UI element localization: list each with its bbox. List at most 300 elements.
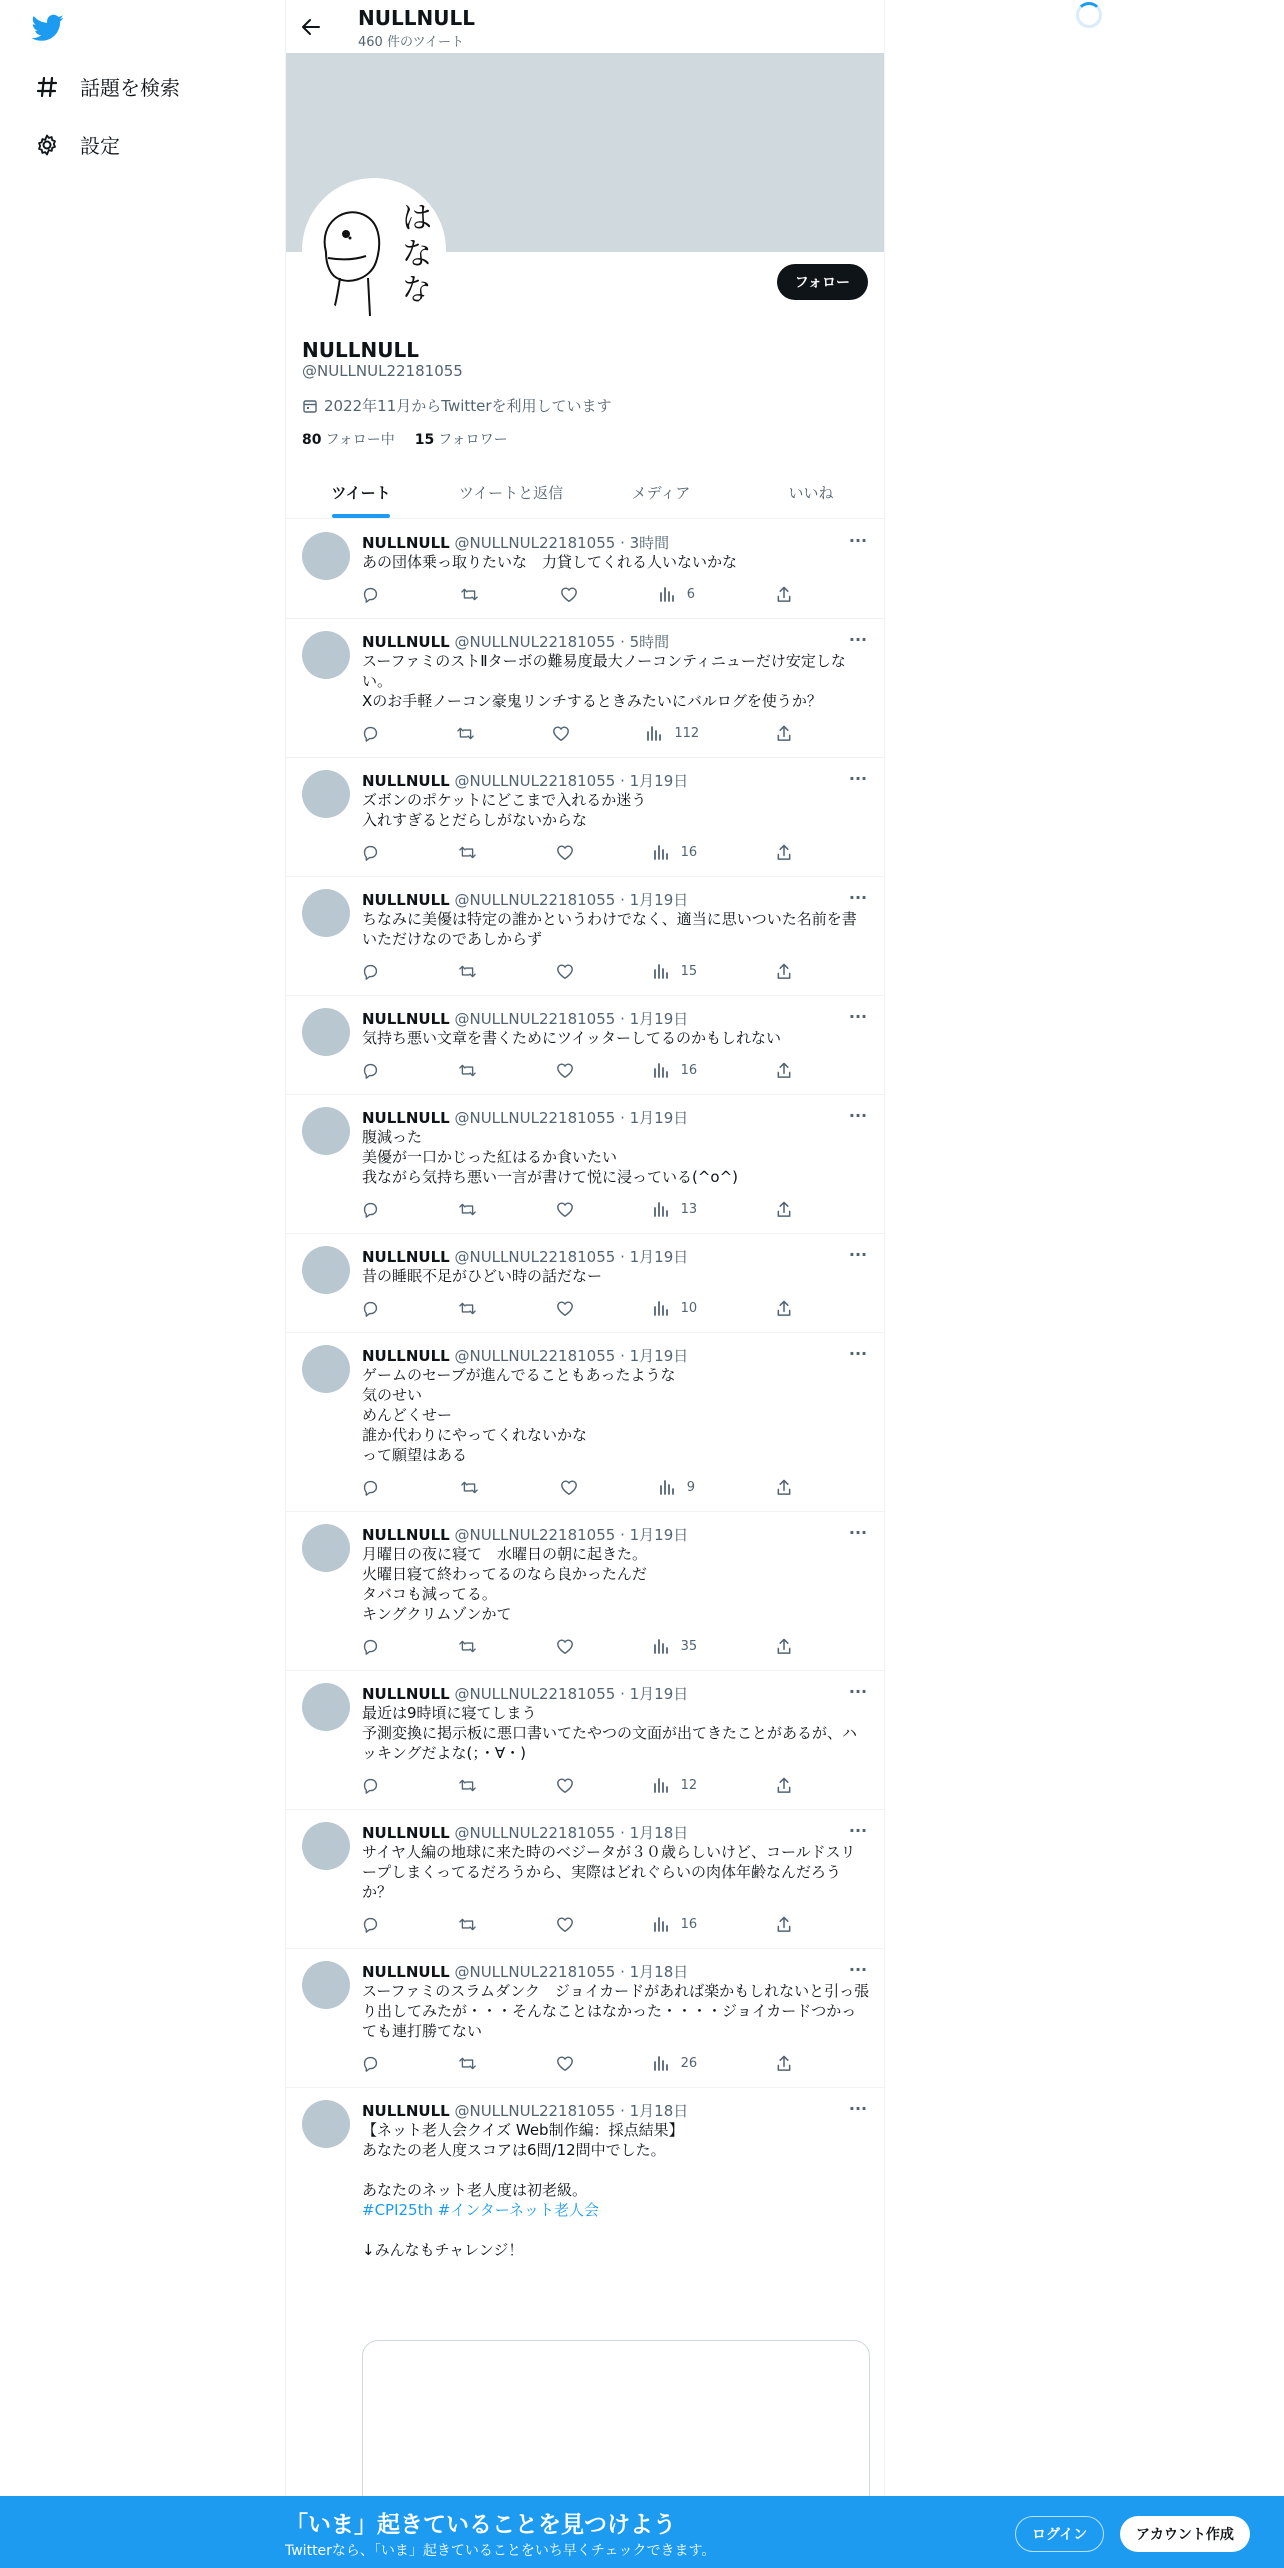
reply-button[interactable]: [362, 1916, 379, 1933]
like-button[interactable]: [556, 1638, 574, 1655]
tweet-header: [362, 532, 669, 553]
views-count: 16: [680, 844, 698, 860]
retweet-icon: [460, 1479, 479, 1496]
tweet-time[interactable]: 1月19日: [629, 1109, 689, 1127]
retweet-button[interactable]: [458, 1201, 477, 1218]
share-button[interactable]: [776, 844, 792, 861]
share-icon: [776, 1916, 792, 1933]
tweet[interactable]: [286, 1949, 885, 2088]
share-button[interactable]: [776, 1201, 792, 1218]
tweet-separator: ·: [615, 1963, 630, 1981]
retweet-button[interactable]: [460, 586, 479, 603]
share-button[interactable]: [776, 1638, 792, 1655]
tweet-author-handle[interactable]: @NULLNUL22181055: [454, 1685, 616, 1703]
tweet-actions: [362, 1060, 792, 1080]
signup-button[interactable]: アカウント作成: [1120, 2516, 1250, 2552]
views-button[interactable]: [653, 1916, 698, 1932]
views-button[interactable]: [653, 2055, 698, 2071]
tweet-text-after: ↓みんなもチャレンジ！: [362, 2241, 524, 2259]
retweet-button[interactable]: [460, 1479, 479, 1496]
profile-joined: [302, 395, 612, 416]
back-arrow-icon[interactable]: [296, 12, 326, 42]
tweet[interactable]: [286, 1333, 885, 1512]
following-count: 80: [302, 432, 322, 448]
tweet-author-name[interactable]: NULLNULL: [362, 1685, 450, 1703]
follow-button[interactable]: フォロー: [777, 264, 868, 300]
tweet-author-name[interactable]: NULLNULL: [362, 1963, 450, 1981]
profile-handle: @NULLNUL22181055: [302, 362, 463, 380]
tweet[interactable]: [286, 520, 885, 619]
reply-button[interactable]: [362, 1638, 379, 1655]
reply-button[interactable]: [362, 1201, 379, 1218]
tweet-avatar[interactable]: [302, 1524, 350, 1572]
profile-avatar[interactable]: [302, 178, 446, 322]
tweet-text: あの団体乗っ取りたいな 力貸してくれる人いないかな: [362, 553, 738, 571]
heart-icon: [556, 1916, 574, 1933]
bar-chart-icon: [653, 1201, 669, 1217]
tab-tweets[interactable]: ツイート: [286, 466, 436, 518]
retweet-button[interactable]: [458, 1777, 477, 1794]
like-button[interactable]: [556, 1201, 574, 1218]
more-options-icon[interactable]: ···: [848, 1959, 868, 1979]
tweet-avatar[interactable]: [302, 1345, 350, 1393]
like-button[interactable]: [556, 2055, 574, 2072]
tweet-separator: ·: [615, 891, 630, 909]
tweet-separator: ·: [615, 633, 630, 651]
heart-icon: [560, 586, 578, 603]
share-button[interactable]: [776, 963, 792, 980]
like-button[interactable]: [560, 586, 578, 603]
retweet-icon: [458, 963, 477, 980]
tweet-avatar[interactable]: [302, 1246, 350, 1294]
share-button[interactable]: [776, 1777, 792, 1794]
more-options-icon[interactable]: ···: [848, 1820, 868, 1840]
share-button[interactable]: [776, 1916, 792, 1933]
tweet-author-name[interactable]: NULLNULL: [362, 633, 450, 651]
tweet-separator: ·: [615, 772, 630, 790]
share-icon: [776, 963, 792, 980]
tweet-separator: ·: [615, 1526, 630, 1544]
bar-chart-icon: [659, 1479, 675, 1495]
joined-text: 2022年11月からTwitterを利用しています: [324, 397, 612, 415]
sidebar-item-label: 話題を検索: [80, 76, 180, 100]
views-button[interactable]: [653, 963, 698, 979]
like-button[interactable]: [556, 963, 574, 980]
tweet-author-handle[interactable]: @NULLNUL22181055: [454, 633, 616, 651]
sidebar-item-explore[interactable]: [34, 72, 180, 101]
share-icon: [776, 586, 792, 603]
tweet-time[interactable]: 1月19日: [629, 1347, 689, 1365]
more-options-icon[interactable]: ···: [848, 1681, 868, 1701]
header-tweet-count: 460 件のツイート: [358, 35, 465, 50]
share-icon: [776, 844, 792, 861]
tweet-actions: [362, 723, 792, 743]
tweet-avatar[interactable]: [302, 1961, 350, 2009]
heart-icon: [556, 1062, 574, 1079]
calendar-icon: [302, 398, 318, 414]
tweet-separator: ·: [615, 1010, 630, 1028]
views-count: 13: [680, 1201, 698, 1217]
tweet-author-name[interactable]: NULLNULL: [362, 1824, 450, 1842]
reply-button[interactable]: [362, 844, 379, 861]
reply-icon: [362, 963, 379, 980]
tweet-header: [362, 1524, 688, 1545]
tweet-actions: [362, 1298, 792, 1318]
tweet-header: [362, 1107, 688, 1128]
views-count: 16: [680, 1062, 698, 1078]
retweet-icon: [456, 725, 475, 742]
views-button[interactable]: [659, 1479, 695, 1495]
share-icon: [776, 1638, 792, 1655]
tweet-author-handle[interactable]: @NULLNUL22181055: [454, 2102, 616, 2120]
tweet-hashtags[interactable]: #CPI25th #インターネット老人会: [362, 2201, 599, 2219]
more-options-icon[interactable]: ···: [848, 887, 868, 907]
profile-name: NULLNULL: [302, 338, 419, 362]
views-count: 10: [680, 1300, 698, 1316]
retweet-icon: [458, 844, 477, 861]
tweet-header: [362, 1246, 688, 1267]
tweet-author-name[interactable]: NULLNULL: [362, 534, 450, 552]
views-button[interactable]: [653, 1062, 698, 1078]
follow-stats: [302, 429, 508, 449]
tweet-avatar[interactable]: [302, 2100, 350, 2148]
tweet-text: ゲームのセーブが進んでることもあったような 気のせい めんどくせー 誰か代わりにやってくれないかな って願望はある: [362, 1366, 676, 1464]
tweet-author-name[interactable]: NULLNULL: [362, 1526, 450, 1544]
like-button[interactable]: [556, 1777, 574, 1794]
hashtag-icon: [34, 74, 60, 100]
share-button[interactable]: [776, 1300, 792, 1317]
tweet[interactable]: [286, 758, 885, 877]
tweet[interactable]: [286, 996, 885, 1095]
tweet-actions: [362, 961, 792, 981]
tweet-author-name[interactable]: NULLNULL: [362, 772, 450, 790]
heart-icon: [556, 844, 574, 861]
tweet-separator: ·: [615, 1685, 630, 1703]
avatar-letter: は: [402, 201, 432, 236]
tweet-time[interactable]: 1月19日: [629, 772, 689, 790]
tweet-separator: ·: [615, 534, 630, 552]
tweet-author-handle[interactable]: @NULLNUL22181055: [454, 1010, 616, 1028]
views-count: 26: [680, 2055, 698, 2071]
views-button[interactable]: [653, 1638, 698, 1654]
retweet-button[interactable]: [458, 844, 477, 861]
tab-media[interactable]: メディア: [631, 483, 691, 502]
reply-icon: [362, 2055, 379, 2072]
tweet-time[interactable]: 1月18日: [629, 1963, 689, 1981]
reply-button[interactable]: [362, 963, 379, 980]
share-icon: [776, 2055, 792, 2072]
views-count: 16: [680, 1916, 698, 1932]
tweet-text-main: 【ネット老人会クイズ Web制作編：採点結果】 あなたの老人度スコアは6問/12問中でした。 あなたのネット老人度は初老級。: [362, 2121, 684, 2199]
tweet-author-handle[interactable]: @NULLNUL22181055: [454, 772, 616, 790]
share-button[interactable]: [776, 725, 792, 742]
gear-icon: [34, 132, 60, 158]
tweet-text: [362, 2120, 870, 2260]
tweet-author-handle[interactable]: @NULLNUL22181055: [454, 1963, 616, 1981]
tweet-time[interactable]: 1月19日: [629, 1526, 689, 1544]
avatar-letter: な: [402, 273, 432, 308]
loading-spinner: [1076, 2, 1102, 28]
views-button[interactable]: [653, 1777, 698, 1793]
tab-tweets-replies[interactable]: ツイートと返信: [458, 483, 564, 502]
more-options-icon[interactable]: ···: [848, 1343, 868, 1363]
tweet-actions: [362, 1914, 792, 1934]
reply-button[interactable]: [362, 1777, 379, 1794]
like-button[interactable]: [552, 725, 570, 742]
share-button[interactable]: [776, 2055, 792, 2072]
tweet-header: [362, 1008, 688, 1029]
tweet[interactable]: [286, 619, 885, 758]
bar-chart-icon: [646, 725, 662, 741]
tab-likes[interactable]: いいね: [788, 483, 834, 502]
tweet-separator: ·: [615, 1347, 630, 1365]
tweet-header: [362, 1683, 688, 1704]
tweet-header: [362, 1822, 688, 1843]
tweet-author-name[interactable]: NULLNULL: [362, 1248, 450, 1266]
share-icon: [776, 1062, 792, 1079]
views-count: 15: [680, 963, 698, 979]
views-button[interactable]: [646, 725, 699, 741]
tweet-header: [362, 2100, 688, 2121]
retweet-button[interactable]: [458, 1638, 477, 1655]
reply-button[interactable]: [362, 586, 379, 603]
retweet-icon: [458, 1638, 477, 1655]
retweet-button[interactable]: [458, 1916, 477, 1933]
tweet[interactable]: [286, 1512, 885, 1671]
views-count: 9: [686, 1479, 696, 1495]
retweet-button[interactable]: [458, 963, 477, 980]
tweet-time[interactable]: 1月19日: [629, 1248, 689, 1266]
retweet-icon: [458, 1916, 477, 1933]
tweet-author-handle[interactable]: @NULLNUL22181055: [454, 1248, 616, 1266]
like-button[interactable]: [556, 1300, 574, 1317]
share-icon: [776, 1300, 792, 1317]
following-link[interactable]: [302, 429, 395, 449]
tweet-header: [362, 1345, 688, 1366]
tweet-author-handle[interactable]: @NULLNUL22181055: [454, 1526, 616, 1544]
tweet-author-handle[interactable]: @NULLNUL22181055: [454, 534, 616, 552]
bar-chart-icon: [653, 1300, 669, 1316]
tweet-actions: [362, 842, 792, 862]
tweet-time[interactable]: 1月18日: [629, 2102, 689, 2120]
tweet-author-handle[interactable]: @NULLNUL22181055: [454, 1824, 616, 1842]
retweet-button[interactable]: [458, 2055, 477, 2072]
reply-icon: [362, 725, 379, 742]
tweet-separator: ·: [615, 2102, 630, 2120]
more-options-icon[interactable]: ···: [848, 1006, 868, 1026]
bar-chart-icon: [659, 586, 675, 602]
tweet-time[interactable]: 1月18日: [629, 1824, 689, 1842]
like-button[interactable]: [560, 1479, 578, 1496]
tweet-text: 最近は9時頃に寝てしまう 予測変換に掲示板に悪口書いてたやつの文面が出てきたことがあるが、ハッキングだよな(；・∀・): [362, 1704, 858, 1762]
tweet-actions: [362, 1636, 792, 1656]
heart-icon: [556, 1201, 574, 1218]
tweet-text: スーファミのスラムダンク ジョイカードがあれば楽かもしれないと引っ張り出してみたが・・・そんなことはなかった・・・・ジョイカードつかっても連打勝てない: [362, 1982, 870, 2040]
tweet-author-name[interactable]: NULLNULL: [362, 1347, 450, 1365]
signup-banner: [0, 2496, 1284, 2568]
bar-chart-icon: [653, 844, 669, 860]
bar-chart-icon: [653, 1916, 669, 1932]
twitter-bird-icon[interactable]: [32, 14, 64, 42]
tweet[interactable]: [286, 1095, 885, 1234]
heart-icon: [556, 1777, 574, 1794]
profile-header-bar: [286, 0, 885, 53]
sidebar-item-settings[interactable]: [34, 130, 120, 159]
reply-icon: [362, 1300, 379, 1317]
like-button[interactable]: [556, 1916, 574, 1933]
tweet-avatar[interactable]: [302, 631, 350, 679]
views-button[interactable]: [659, 586, 695, 602]
main-column: [285, 0, 885, 2568]
tweet-avatar[interactable]: [302, 532, 350, 580]
tweet-header: [362, 631, 669, 652]
tweet-separator: ·: [615, 1824, 630, 1842]
share-icon: [776, 725, 792, 742]
tweet-avatar[interactable]: [302, 1822, 350, 1870]
more-options-icon[interactable]: ···: [848, 530, 868, 550]
like-button[interactable]: [556, 844, 574, 861]
bar-chart-icon: [653, 1062, 669, 1078]
reply-button[interactable]: [362, 725, 379, 742]
followers-link[interactable]: [415, 429, 508, 449]
tweet[interactable]: [286, 1810, 885, 1949]
tweet[interactable]: [286, 877, 885, 996]
tweet-text: ズボンのポケットにどこまで入れるか迷う 入れすぎるとだらしがないからな: [362, 791, 647, 829]
tweet-text: 気持ち悪い文章を書くためにツイッターしてるのかもしれない: [362, 1029, 781, 1047]
retweet-icon: [458, 1062, 477, 1079]
tweet-separator: ·: [615, 1109, 630, 1127]
signup-banner-title: 「いま」起きていることを見つけよう: [285, 2512, 676, 2538]
tweet-author-handle[interactable]: @NULLNUL22181055: [454, 1109, 616, 1127]
retweet-button[interactable]: [458, 1300, 477, 1317]
retweet-icon: [458, 1201, 477, 1218]
reply-icon: [362, 1638, 379, 1655]
tweet-actions: [362, 1199, 792, 1219]
tweet[interactable]: [286, 1234, 885, 1333]
reply-icon: [362, 1062, 379, 1079]
share-icon: [776, 1479, 792, 1496]
reply-icon: [362, 1916, 379, 1933]
reply-icon: [362, 844, 379, 861]
views-count: 6: [686, 586, 696, 602]
retweet-icon: [458, 2055, 477, 2072]
tweet-author-name[interactable]: NULLNULL: [362, 891, 450, 909]
tweet-time[interactable]: 5時間: [629, 633, 670, 651]
profile-tabs: [286, 466, 885, 519]
retweet-icon: [458, 1777, 477, 1794]
reply-icon: [362, 586, 379, 603]
tweet-author-name[interactable]: NULLNULL: [362, 1010, 450, 1028]
bar-chart-icon: [653, 2055, 669, 2071]
tweet-author-name[interactable]: NULLNULL: [362, 2102, 450, 2120]
tweet-text: 腹減った 美優が一口かじった紅はるか食いたい 我ながら気持ち悪い一言が書けて悦に浸っている(^o^): [362, 1128, 739, 1186]
followers-label: フォロワー: [438, 432, 508, 448]
heart-icon: [556, 2055, 574, 2072]
share-icon: [776, 1777, 792, 1794]
retweet-icon: [458, 1300, 477, 1317]
more-options-icon[interactable]: ···: [848, 2098, 868, 2118]
following-label: フォロー中: [325, 432, 395, 448]
heart-icon: [556, 1300, 574, 1317]
tweet-actions: [362, 2053, 792, 2073]
tweet-header: [362, 1961, 688, 1982]
views-count: 35: [680, 1638, 698, 1654]
heart-icon: [556, 1638, 574, 1655]
tweet-separator: ·: [615, 1248, 630, 1266]
tweet-time[interactable]: 3時間: [629, 534, 670, 552]
tweet-author-handle[interactable]: @NULLNUL22181055: [454, 891, 616, 909]
heart-icon: [552, 725, 570, 742]
views-button[interactable]: [653, 844, 698, 860]
reply-button[interactable]: [362, 1062, 379, 1079]
more-options-icon[interactable]: ···: [848, 629, 868, 649]
tweet[interactable]: [286, 1671, 885, 1810]
tweet-actions: [362, 1477, 792, 1497]
reply-icon: [362, 1201, 379, 1218]
tweet-text: スーファミのストⅡターボの難易度最大ノーコンティニューだけ安定しない。 Xのお手軽ノーコン豪鬼リンチするときみたいにバルログを使うか？: [362, 652, 846, 710]
share-button[interactable]: [776, 1062, 792, 1079]
avatar-letter: な: [402, 237, 432, 272]
more-options-icon[interactable]: ···: [848, 1244, 868, 1264]
tweet-avatar[interactable]: [302, 1008, 350, 1056]
views-button[interactable]: [653, 1300, 698, 1316]
share-button[interactable]: [776, 1479, 792, 1496]
signup-banner-subtitle: Twitterなら、「いま」起きていることをいち早くチェックできます。: [285, 2543, 716, 2559]
heart-icon: [560, 1479, 578, 1496]
like-button[interactable]: [556, 1062, 574, 1079]
bar-chart-icon: [653, 1777, 669, 1793]
tweet-time[interactable]: 1月19日: [629, 891, 689, 909]
retweet-button[interactable]: [456, 725, 475, 742]
login-button[interactable]: ログイン: [1015, 2516, 1104, 2552]
reply-button[interactable]: [362, 1479, 379, 1496]
more-options-icon[interactable]: ···: [848, 768, 868, 788]
tweet-text: ちなみに美優は特定の誰かというわけでなく、適当に思いついた名前を書いただけなのであしからず: [362, 910, 857, 948]
tweet-avatar[interactable]: [302, 889, 350, 937]
header-name: NULLNULL: [358, 6, 475, 30]
tweet-avatar[interactable]: [302, 1683, 350, 1731]
sidebar-item-label: 設定: [80, 134, 120, 158]
views-count: 12: [680, 1777, 698, 1793]
share-icon: [776, 1201, 792, 1218]
reply-button[interactable]: [362, 2055, 379, 2072]
tweet-header: [362, 889, 688, 910]
tweet-text: サイヤ人編の地球に来た時のベジータが３０歳らしいけど、コールドスリープしまくってるだろうから、実際はどれぐらいの肉体年齢なんだろうか？: [362, 1843, 856, 1901]
tweet-avatar[interactable]: [302, 1107, 350, 1155]
tweet-time[interactable]: 1月19日: [629, 1685, 689, 1703]
share-button[interactable]: [776, 586, 792, 603]
views-button[interactable]: [653, 1201, 698, 1217]
tweet-author-name[interactable]: NULLNULL: [362, 1109, 450, 1127]
tweet-actions: [362, 1775, 792, 1795]
left-sidebar: [0, 0, 285, 2568]
avatar-drawing: [306, 182, 442, 318]
heart-icon: [556, 963, 574, 980]
tweet-avatar[interactable]: [302, 770, 350, 818]
bar-chart-icon: [653, 1638, 669, 1654]
retweet-button[interactable]: [458, 1062, 477, 1079]
more-options-icon[interactable]: ···: [848, 1105, 868, 1125]
reply-icon: [362, 1777, 379, 1794]
tweet-time[interactable]: 1月19日: [629, 1010, 689, 1028]
bar-chart-icon: [653, 963, 669, 979]
tweet-author-handle[interactable]: @NULLNUL22181055: [454, 1347, 616, 1365]
retweet-icon: [460, 586, 479, 603]
more-options-icon[interactable]: ···: [848, 1522, 868, 1542]
followers-count: 15: [414, 432, 435, 448]
reply-button[interactable]: [362, 1300, 379, 1317]
reply-icon: [362, 1479, 379, 1496]
